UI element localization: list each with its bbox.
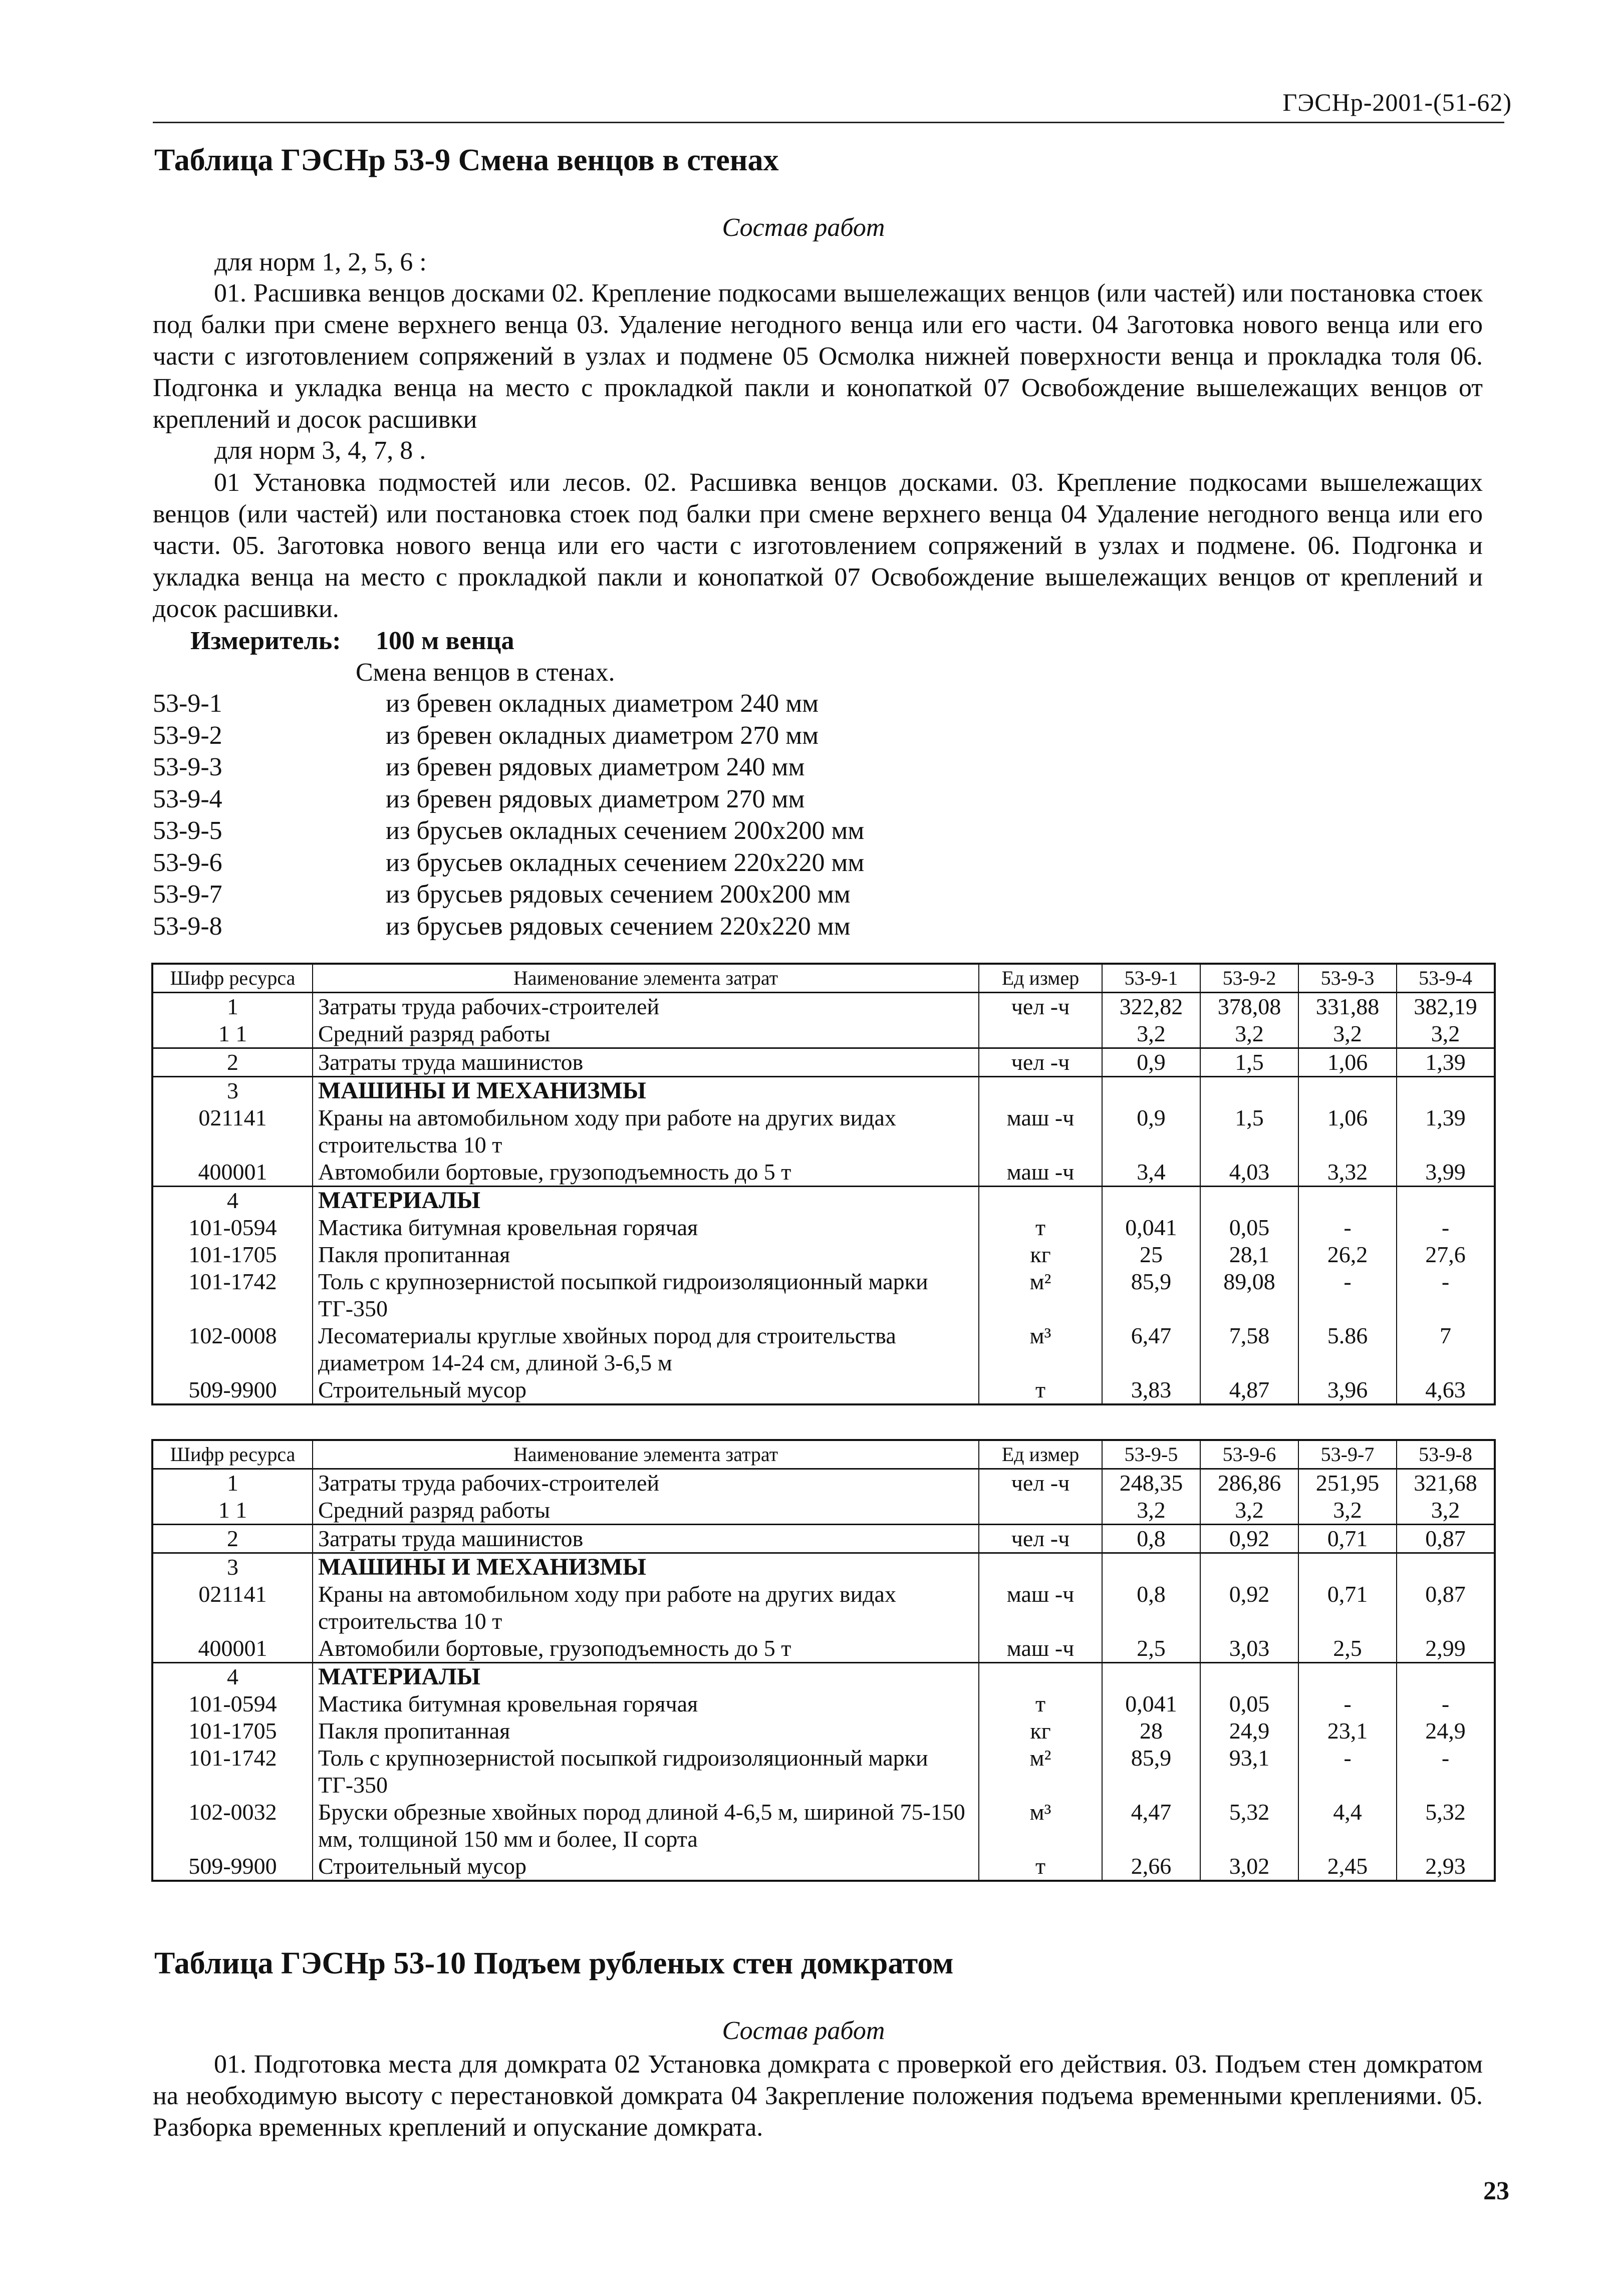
- resource-value: 322,82: [1102, 993, 1200, 1021]
- resource-value: 2,5: [1298, 1635, 1397, 1663]
- header-norm-column: 53-9-7: [1298, 1440, 1397, 1469]
- header-name-column: Наименование элемента затрат: [313, 964, 979, 993]
- resource-name: Краны на автомобильном ходу при работе на других видах строительства 10 т: [313, 1581, 979, 1635]
- table-row: [152, 1268, 1495, 1322]
- variant-text: из брусьев окладных сечением 220х220 мм: [386, 848, 865, 877]
- resource-code: 3: [152, 1077, 313, 1105]
- resource-name: Затраты труда рабочих-строителей: [313, 1469, 979, 1497]
- table-header-row: [152, 964, 1495, 993]
- resource-value: 4,47: [1102, 1799, 1200, 1853]
- header-name-column: Наименование элемента затрат: [313, 1440, 979, 1469]
- resource-value: 382,19: [1397, 993, 1495, 1021]
- section-title: МАТЕРИАЛЫ: [313, 1663, 979, 1691]
- table-row: [152, 1214, 1495, 1241]
- variant-code: 53-9-2: [153, 721, 222, 750]
- resource-value: [1397, 1077, 1495, 1105]
- table-row: [152, 1241, 1495, 1268]
- resource-value: 321,68: [1397, 1469, 1495, 1497]
- variant-text: из брусьев окладных сечением 200х200 мм: [386, 816, 865, 845]
- composition-title: Состав работ: [722, 213, 885, 242]
- resource-value: 93,1: [1200, 1745, 1298, 1799]
- resource-value: 3,96: [1298, 1376, 1397, 1404]
- composition-text-b: 01 Установка подмостей или лесов. 02. Расшивка венцов досками. 03. Крепление подкосами вышележащих венцов (или частей) или постановка стоек под балки при смене верхнего венца 04 Удаление негодного венца или его части. 05. Заготовка нового венца или его части с изготовлением сопряжений в узлах и подмене. 06. Подгонка и укладка венца на место с прокладкой пакли и конопаткой 07 Освобождение вышележащих венцов от креплений и досок расшивки.: [153, 468, 1483, 623]
- resource-unit: [979, 1553, 1102, 1581]
- resource-value: 4,4: [1298, 1799, 1397, 1853]
- resource-value: -: [1298, 1745, 1397, 1799]
- resource-value: -: [1298, 1214, 1397, 1241]
- resource-code: 1: [152, 993, 313, 1021]
- header-norm-column: 53-9-8: [1397, 1440, 1495, 1469]
- resource-code: 400001: [152, 1159, 313, 1187]
- header-code-column: Шифр ресурса: [152, 1440, 313, 1469]
- resource-value: 0,87: [1397, 1525, 1495, 1553]
- resource-code: 1 1: [152, 1020, 313, 1048]
- resource-value: 27,6: [1397, 1241, 1495, 1268]
- resource-value: 331,88: [1298, 993, 1397, 1021]
- header-rule: [153, 122, 1504, 123]
- resource-value: [1397, 1663, 1495, 1691]
- section-row: [152, 1663, 1495, 1691]
- resource-value: 248,35: [1102, 1469, 1200, 1497]
- resource-value: 251,95: [1298, 1469, 1397, 1497]
- table-row: [152, 1717, 1495, 1745]
- variant-code: 53-9-6: [153, 848, 222, 877]
- resource-value: 0,05: [1200, 1214, 1298, 1241]
- resource-value: 28: [1102, 1717, 1200, 1745]
- resource-value: [1102, 1187, 1200, 1215]
- resource-value: 0,05: [1200, 1690, 1298, 1717]
- resource-code: 400001: [152, 1635, 313, 1663]
- resource-value: 23,1: [1298, 1717, 1397, 1745]
- resource-value: -: [1397, 1745, 1495, 1799]
- resource-value: 0,9: [1102, 1104, 1200, 1159]
- resource-value: 4,03: [1200, 1159, 1298, 1187]
- resource-code: 102-0032: [152, 1799, 313, 1853]
- resource-code: 101-1742: [152, 1268, 313, 1322]
- measure-value: 100 м венца: [376, 627, 514, 655]
- resource-unit: кг: [979, 1241, 1102, 1268]
- resource-code: 102-0008: [152, 1322, 313, 1376]
- variant-text: из брусьев рядовых сечением 200х200 мм: [386, 880, 851, 909]
- table-row: [152, 1322, 1495, 1376]
- resource-unit: кг: [979, 1717, 1102, 1745]
- resource-value: 1,5: [1200, 1048, 1298, 1077]
- table-53-9-title: Таблица ГЭСНр 53-9 Смена венцов в стенах: [154, 143, 779, 177]
- variant-text: из брусьев рядовых сечением 220х220 мм: [386, 912, 851, 941]
- composition-text-a: 01. Расшивка венцов досками 02. Крепление подкосами вышележащих венцов (или частей) или постановка стоек под балки при смене верхнего венца 03. Удаление негодного венца или его части. 04 Заготовка нового венца или его части с изготовлением сопряжений в узлах и подмене 05 Осмолка нижней поверхности венца и прокладка толя 06. Подгонка и укладка венца на место с прокладкой пакли и конопаткой 07 Освобождение вышележащих венцов от креплений и досок расшивки: [153, 279, 1483, 434]
- resource-value: 2,93: [1397, 1853, 1495, 1881]
- resource-value: -: [1298, 1690, 1397, 1717]
- table-53-10-title: Таблица ГЭСНр 53-10 Подъем рубленых стен домкратом: [154, 1946, 954, 1980]
- resource-value: 0,71: [1298, 1581, 1397, 1635]
- variant-code: 53-9-1: [153, 689, 222, 718]
- resource-unit: м²: [979, 1268, 1102, 1322]
- resource-code: 4: [152, 1663, 313, 1691]
- resource-name: Автомобили бортовые, грузоподъемность до 5 т: [313, 1635, 979, 1663]
- resource-value: -: [1397, 1214, 1495, 1241]
- resource-name: Краны на автомобильном ходу при работе на других видах строительства 10 т: [313, 1104, 979, 1159]
- resource-value: 0,8: [1102, 1525, 1200, 1553]
- document-code: ГЭСНр-2001-(51-62): [1282, 88, 1512, 116]
- resource-value: 3,32: [1298, 1159, 1397, 1187]
- resource-unit: т: [979, 1853, 1102, 1881]
- resource-value: 85,9: [1102, 1745, 1200, 1799]
- resource-name: Толь с крупнозернистой посыпкой гидроизоляционный марки ТГ-350: [313, 1745, 979, 1799]
- resource-code: 101-1705: [152, 1241, 313, 1268]
- resource-unit: маш -ч: [979, 1159, 1102, 1187]
- resource-value: 3,2: [1298, 1020, 1397, 1048]
- resource-value: 3,4: [1102, 1159, 1200, 1187]
- resource-value: 89,08: [1200, 1268, 1298, 1322]
- resource-name: Средний разряд работы: [313, 1020, 979, 1048]
- resource-unit: маш -ч: [979, 1104, 1102, 1159]
- resource-unit: чел -ч: [979, 1525, 1102, 1553]
- table-row: [152, 1690, 1495, 1717]
- resource-value: 24,9: [1200, 1717, 1298, 1745]
- variant-text: из бревен окладных диаметром 270 мм: [386, 721, 819, 750]
- resource-value: 6,47: [1102, 1322, 1200, 1376]
- resource-name: Строительный мусор: [313, 1853, 979, 1881]
- resource-code: 2: [152, 1525, 313, 1553]
- resource-unit: [979, 1077, 1102, 1105]
- resource-name: Мастика битумная кровельная горячая: [313, 1214, 979, 1241]
- section-title: МАШИНЫ И МЕХАНИЗМЫ: [313, 1553, 979, 1581]
- resource-unit: чел -ч: [979, 1048, 1102, 1077]
- resource-value: -: [1298, 1268, 1397, 1322]
- variant-text: из бревен рядовых диаметром 270 мм: [386, 784, 805, 813]
- resource-name: Строительный мусор: [313, 1376, 979, 1404]
- resource-value: 0,92: [1200, 1581, 1298, 1635]
- resource-value: [1298, 1187, 1397, 1215]
- resource-value: -: [1397, 1690, 1495, 1717]
- variant-code: 53-9-5: [153, 816, 222, 845]
- resource-table-1: [151, 963, 1496, 1405]
- header-norm-column: 53-9-2: [1200, 964, 1298, 993]
- resource-unit: т: [979, 1214, 1102, 1241]
- variant-code: 53-9-4: [153, 784, 222, 813]
- resource-value: 4,63: [1397, 1376, 1495, 1404]
- resource-value: 1,5: [1200, 1104, 1298, 1159]
- resource-value: 3,99: [1397, 1159, 1495, 1187]
- resource-value: 2,45: [1298, 1853, 1397, 1881]
- resource-name: Бруски обрезные хвойных пород длиной 4-6,5 м, шириной 75-150 мм, толщиной 150 мм и более, II сорта: [313, 1799, 979, 1853]
- resource-value: 0,041: [1102, 1214, 1200, 1241]
- resource-value: 2,5: [1102, 1635, 1200, 1663]
- variant-code: 53-9-8: [153, 912, 222, 941]
- resource-value: 2,66: [1102, 1853, 1200, 1881]
- resource-value: [1200, 1663, 1298, 1691]
- resource-value: 2,99: [1397, 1635, 1495, 1663]
- table-row: [152, 1497, 1495, 1525]
- resource-value: 286,86: [1200, 1469, 1298, 1497]
- resource-value: 28,1: [1200, 1241, 1298, 1268]
- table-row: [152, 1048, 1495, 1077]
- table-row: [152, 1745, 1495, 1799]
- resource-name: Толь с крупнозернистой посыпкой гидроизоляционный марки ТГ-350: [313, 1268, 979, 1322]
- table-row: [152, 1525, 1495, 1553]
- resource-value: 5,32: [1397, 1799, 1495, 1853]
- header-code-column: Шифр ресурса: [152, 964, 313, 993]
- variant-code: 53-9-7: [153, 880, 222, 909]
- header-norm-column: 53-9-4: [1397, 964, 1495, 993]
- table-row: [152, 1159, 1495, 1187]
- resource-name: Затраты труда машинистов: [313, 1048, 979, 1077]
- header-norm-column: 53-9-5: [1102, 1440, 1200, 1469]
- resource-value: 5.86: [1298, 1322, 1397, 1376]
- resource-unit: маш -ч: [979, 1581, 1102, 1635]
- resource-unit: [979, 1663, 1102, 1691]
- resource-name: Средний разряд работы: [313, 1497, 979, 1525]
- resource-code: 101-1705: [152, 1717, 313, 1745]
- header-norm-column: 53-9-1: [1102, 964, 1200, 993]
- resource-unit: [979, 1187, 1102, 1215]
- header-unit-column: Ед измер: [979, 964, 1102, 993]
- resource-code: 509-9900: [152, 1376, 313, 1404]
- composition-text-53-10: 01. Подготовка места для домкрата 02 Установка домкрата с проверкой его действия. 03. Подъем стен домкратом на необходимую высоту с перестановкой домкрата 04 Закрепление положения подъема временными креплениями. 05. Разборка временных креплений и опускание домкрата.: [153, 2050, 1483, 2142]
- resource-value: 3,02: [1200, 1853, 1298, 1881]
- resource-code: 1 1: [152, 1497, 313, 1525]
- section-row: [152, 1553, 1495, 1581]
- resource-code: 101-0594: [152, 1214, 313, 1241]
- resource-value: 3,2: [1397, 1497, 1495, 1525]
- resource-unit: чел -ч: [979, 1469, 1102, 1497]
- composition-title-53-10: Состав работ: [722, 2017, 885, 2045]
- measure-label: Измеритель:: [190, 627, 341, 655]
- resource-unit: [979, 1020, 1102, 1048]
- resource-value: [1397, 1553, 1495, 1581]
- resource-unit: т: [979, 1376, 1102, 1404]
- resource-code: 101-0594: [152, 1690, 313, 1717]
- table-row: [152, 1635, 1495, 1663]
- table-row: [152, 1020, 1495, 1048]
- resource-value: 1,06: [1298, 1048, 1397, 1077]
- section-row: [152, 1077, 1495, 1105]
- variant-text: из бревен рядовых диаметром 240 мм: [386, 753, 805, 781]
- resource-table-2: [151, 1439, 1496, 1882]
- resource-value: 3,2: [1200, 1020, 1298, 1048]
- table-row: [152, 1853, 1495, 1881]
- resource-unit: маш -ч: [979, 1635, 1102, 1663]
- header-norm-column: 53-9-6: [1200, 1440, 1298, 1469]
- resource-code: 101-1742: [152, 1745, 313, 1799]
- resource-name: Мастика битумная кровельная горячая: [313, 1690, 979, 1717]
- resource-name: Автомобили бортовые, грузоподъемность до 5 т: [313, 1159, 979, 1187]
- resource-name: Затраты труда рабочих-строителей: [313, 993, 979, 1021]
- resource-value: 1,39: [1397, 1048, 1495, 1077]
- resource-unit: т: [979, 1690, 1102, 1717]
- resource-value: 3,2: [1102, 1020, 1200, 1048]
- table-row: [152, 1469, 1495, 1497]
- resource-value: 7,58: [1200, 1322, 1298, 1376]
- resource-value: 5,32: [1200, 1799, 1298, 1853]
- resource-code: 4: [152, 1187, 313, 1215]
- resource-value: 3,03: [1200, 1635, 1298, 1663]
- resource-value: [1102, 1553, 1200, 1581]
- section-title: МАТЕРИАЛЫ: [313, 1187, 979, 1215]
- section-row: [152, 1187, 1495, 1215]
- resource-value: 1,06: [1298, 1104, 1397, 1159]
- table-row: [152, 1104, 1495, 1159]
- resource-name: Пакля пропитанная: [313, 1241, 979, 1268]
- resource-value: 0,71: [1298, 1525, 1397, 1553]
- resource-value: -: [1397, 1268, 1495, 1322]
- resource-unit: [979, 1497, 1102, 1525]
- resource-value: [1298, 1663, 1397, 1691]
- resource-value: 26,2: [1298, 1241, 1397, 1268]
- resource-code: 021141: [152, 1104, 313, 1159]
- resource-name: Пакля пропитанная: [313, 1717, 979, 1745]
- resource-unit: чел -ч: [979, 993, 1102, 1021]
- resource-value: [1200, 1077, 1298, 1105]
- table-header-row: [152, 1440, 1495, 1469]
- group-title: Смена венцов в стенах.: [356, 658, 615, 687]
- resource-value: [1200, 1187, 1298, 1215]
- resource-code: 3: [152, 1553, 313, 1581]
- resource-value: [1298, 1077, 1397, 1105]
- resource-value: 0,041: [1102, 1690, 1200, 1717]
- resource-value: 3,2: [1102, 1497, 1200, 1525]
- norms-a-label: для норм 1, 2, 5, 6 :: [214, 248, 427, 276]
- resource-value: 3,2: [1200, 1497, 1298, 1525]
- resource-value: 0,92: [1200, 1525, 1298, 1553]
- resource-name: Лесоматериалы круглые хвойных пород для строительства диаметром 14-24 см, длиной 3-6,5 м: [313, 1322, 979, 1376]
- resource-value: 378,08: [1200, 993, 1298, 1021]
- resource-name: Затраты труда машинистов: [313, 1525, 979, 1553]
- resource-code: 1: [152, 1469, 313, 1497]
- resource-code: 021141: [152, 1581, 313, 1635]
- resource-value: [1298, 1553, 1397, 1581]
- resource-value: 4,87: [1200, 1376, 1298, 1404]
- resource-unit: м³: [979, 1799, 1102, 1853]
- table-row: [152, 993, 1495, 1021]
- variant-code: 53-9-3: [153, 753, 222, 781]
- variant-text: из бревен окладных диаметром 240 мм: [386, 689, 819, 718]
- resource-value: 0,87: [1397, 1581, 1495, 1635]
- page-number: 23: [1483, 2177, 1509, 2205]
- header-unit-column: Ед измер: [979, 1440, 1102, 1469]
- resource-value: 24,9: [1397, 1717, 1495, 1745]
- resource-value: 1,39: [1397, 1104, 1495, 1159]
- resource-value: 3,2: [1397, 1020, 1495, 1048]
- resource-value: 3,83: [1102, 1376, 1200, 1404]
- table-row: [152, 1799, 1495, 1853]
- section-title: МАШИНЫ И МЕХАНИЗМЫ: [313, 1077, 979, 1105]
- resource-code: 509-9900: [152, 1853, 313, 1881]
- table-row: [152, 1581, 1495, 1635]
- table-row: [152, 1376, 1495, 1404]
- norms-b-label: для норм 3, 4, 7, 8 .: [214, 436, 426, 465]
- resource-value: 0,9: [1102, 1048, 1200, 1077]
- resource-unit: м²: [979, 1745, 1102, 1799]
- resource-value: [1397, 1187, 1495, 1215]
- resource-value: [1102, 1663, 1200, 1691]
- resource-unit: м³: [979, 1322, 1102, 1376]
- header-norm-column: 53-9-3: [1298, 964, 1397, 993]
- resource-code: 2: [152, 1048, 313, 1077]
- resource-value: 85,9: [1102, 1268, 1200, 1322]
- resource-value: 3,2: [1298, 1497, 1397, 1525]
- resource-value: 25: [1102, 1241, 1200, 1268]
- resource-value: 7: [1397, 1322, 1495, 1376]
- resource-value: [1102, 1077, 1200, 1105]
- resource-value: 0,8: [1102, 1581, 1200, 1635]
- resource-value: [1200, 1553, 1298, 1581]
